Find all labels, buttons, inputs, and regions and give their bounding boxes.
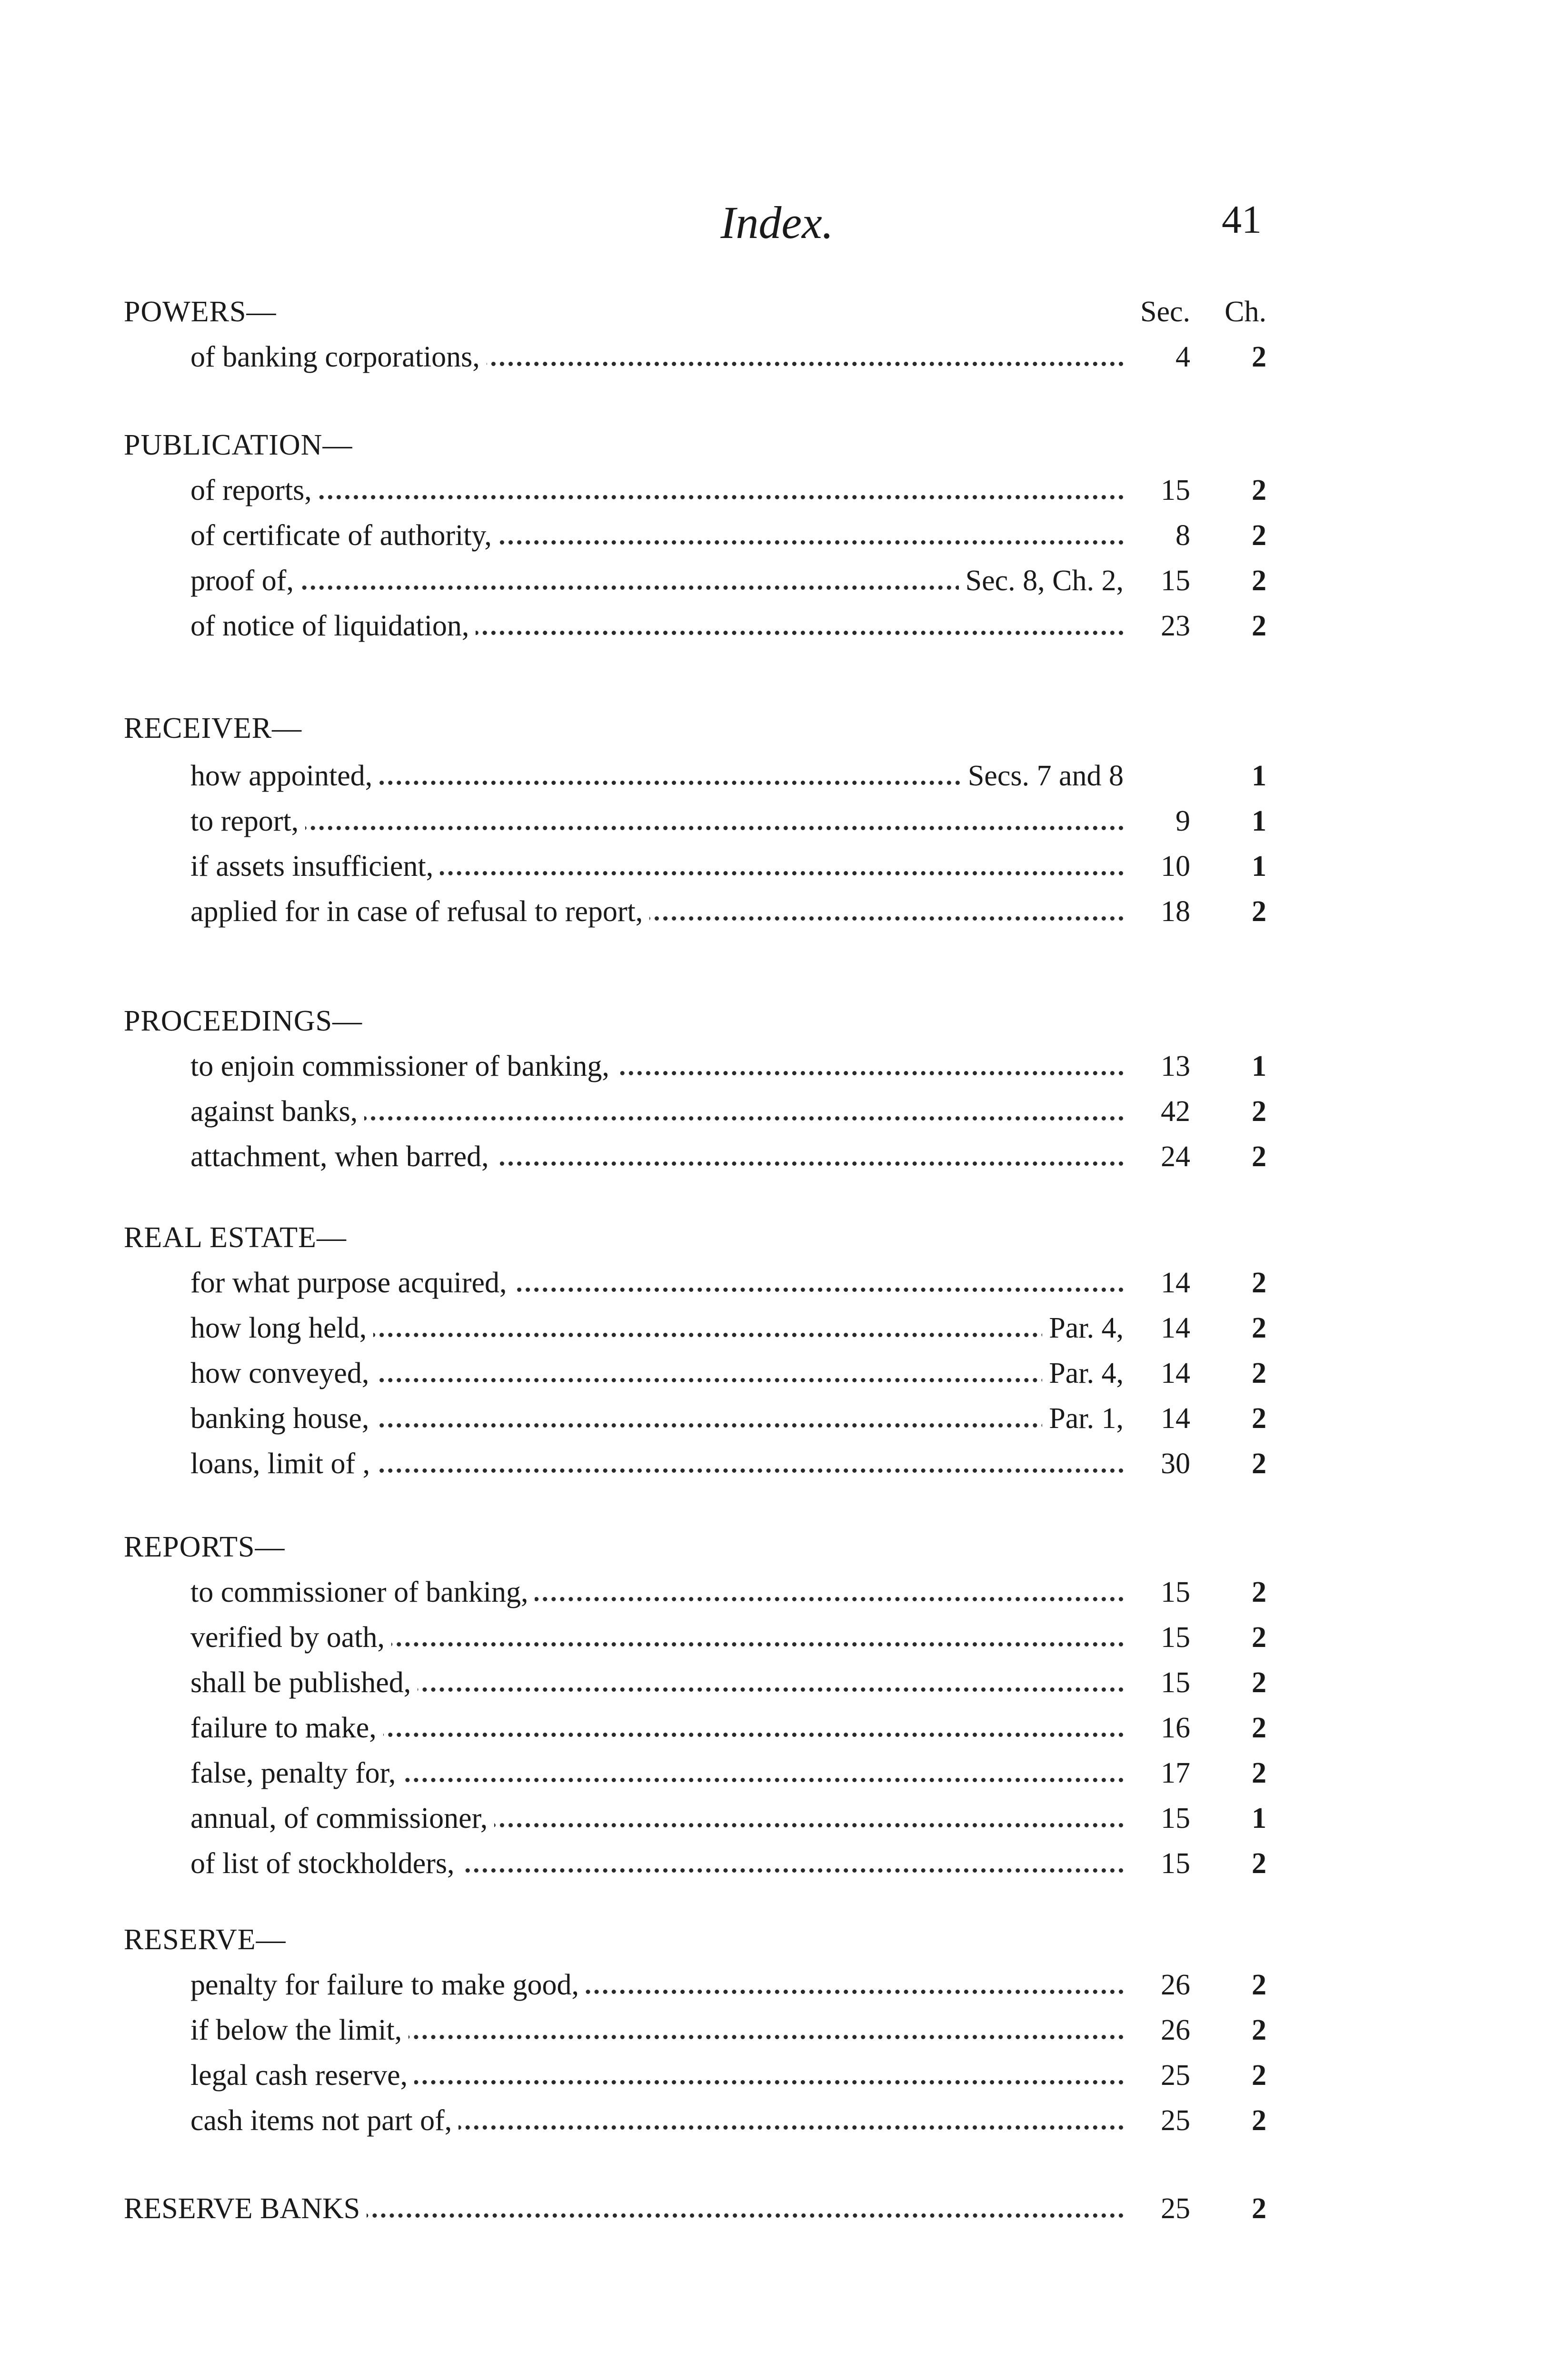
index-entry <box>190 850 1266 883</box>
entry-label: shall be published, <box>190 1666 418 1699</box>
section-number: 15 <box>1161 1847 1190 1880</box>
entry-label: loans, limit of , <box>190 1448 377 1480</box>
section-number: 15 <box>1161 474 1190 506</box>
index-entry <box>190 895 1266 928</box>
entry-text <box>190 1050 1124 1083</box>
section-number: 14 <box>1161 1402 1190 1435</box>
chapter-number: 2 <box>1252 1666 1266 1699</box>
chapter-number: 2 <box>1252 895 1266 928</box>
section-number: 15 <box>1161 1576 1190 1608</box>
section-number: 15 <box>1161 565 1190 597</box>
entry-text <box>190 2104 1124 2137</box>
page-title: Index. <box>720 197 834 248</box>
entry-text <box>190 850 1124 883</box>
entry-text <box>190 519 1124 552</box>
chapter-number: 2 <box>1252 1448 1266 1480</box>
entry-label: how appointed, <box>190 760 379 792</box>
index-entry <box>190 1402 1266 1435</box>
section-number: 25 <box>1161 2192 1190 2225</box>
chapter-number: 2 <box>1252 474 1266 506</box>
chapter-number: 2 <box>1252 1312 1266 1344</box>
section-heading: POWERS— <box>124 296 277 328</box>
entry-text <box>190 2013 1124 2047</box>
chapter-number: 2 <box>1252 1757 1266 1789</box>
chapter-number: 2 <box>1252 1969 1266 2001</box>
section-number: 30 <box>1161 1448 1190 1480</box>
entry-label: annual, of commissioner, <box>190 1802 494 1835</box>
entry-label: RESERVE BANKS <box>124 2192 367 2225</box>
chapter-number: 2 <box>1252 1712 1266 1744</box>
section-number: 23 <box>1161 610 1190 642</box>
section-number: 25 <box>1161 2104 1190 2137</box>
section-heading: REAL ESTATE— <box>124 1221 347 1254</box>
entry-text <box>190 609 1124 643</box>
entry-label: of certificate of authority, <box>190 519 498 552</box>
entry-cross-reference: Secs. 7 and 8 <box>961 759 1124 793</box>
chapter-number: 2 <box>1252 1357 1266 1389</box>
chapter-number: 2 <box>1252 2192 1266 2225</box>
entry-cross-reference: Par. 4, <box>1042 1311 1124 1345</box>
chapter-number: 2 <box>1252 565 1266 597</box>
chapter-number: 2 <box>1252 1267 1266 1299</box>
entry-text <box>190 1447 1124 1480</box>
section-number: 4 <box>1175 341 1190 373</box>
entry-label: penalty for failure to make good, <box>190 1969 586 2001</box>
section-number: 15 <box>1161 1666 1190 1699</box>
page-number: 41 <box>1222 198 1262 242</box>
entry-text <box>190 1968 1124 2002</box>
index-entry <box>190 1847 1266 1880</box>
chapter-number: 2 <box>1252 2059 1266 2092</box>
entry-cross-reference: Par. 1, <box>1042 1402 1124 1435</box>
entry-label: false, penalty for, <box>190 1757 402 1789</box>
index-entry <box>190 1095 1266 1128</box>
chapter-number: 2 <box>1252 519 1266 552</box>
index-entry <box>190 1357 1266 1390</box>
index-entry <box>190 2104 1266 2137</box>
entry-label: to report, <box>190 805 305 837</box>
section-number: 14 <box>1161 1312 1190 1344</box>
entry-label: legal cash reserve, <box>190 2059 414 2092</box>
chapter-number: 1 <box>1252 1050 1266 1082</box>
entry-text <box>190 1756 1124 1790</box>
chapter-number: 2 <box>1252 1402 1266 1435</box>
entry-text <box>190 1802 1124 1835</box>
entry-label: proof of, <box>190 565 300 597</box>
section-heading: REPORTS— <box>124 1531 285 1563</box>
column-headings <box>1114 295 1266 328</box>
chapter-number: 2 <box>1252 1847 1266 1880</box>
section-number: 10 <box>1161 850 1190 883</box>
entry-text <box>190 804 1124 838</box>
entry-label: verified by oath, <box>190 1621 391 1654</box>
entry-label: of reports, <box>190 474 319 506</box>
section-number: 26 <box>1161 1969 1190 2001</box>
chapter-number: 1 <box>1252 760 1266 792</box>
index-entry <box>190 519 1266 552</box>
entry-text <box>190 895 1124 928</box>
entry-text <box>190 1266 1124 1299</box>
entry-label: for what purpose acquired, <box>190 1267 514 1299</box>
index-entry <box>190 474 1266 507</box>
index-entry <box>190 1311 1266 1345</box>
section-number: 9 <box>1175 805 1190 837</box>
chapter-number: 2 <box>1252 1140 1266 1173</box>
chapter-number: 2 <box>1252 341 1266 373</box>
chapter-number: 2 <box>1252 1095 1266 1128</box>
chapter-number: 1 <box>1252 1802 1266 1835</box>
section-number: 18 <box>1161 895 1190 928</box>
index-entry <box>124 2192 1266 2225</box>
index-entry <box>190 1050 1266 1083</box>
section-heading: PUBLICATION— <box>124 429 353 461</box>
index-entry <box>190 1666 1266 1699</box>
index-entry <box>190 759 1266 793</box>
entry-label: of notice of liquidation, <box>190 610 476 642</box>
section-number: 17 <box>1161 1757 1190 1789</box>
entry-text <box>190 1576 1124 1609</box>
index-entry <box>190 564 1266 597</box>
index-entry <box>190 2013 1266 2047</box>
entry-text <box>190 564 1124 597</box>
section-number: 25 <box>1161 2059 1190 2092</box>
index-entry <box>190 1711 1266 1745</box>
chapter-number: 2 <box>1252 2104 1266 2137</box>
section-heading: RESERVE— <box>124 1924 286 1956</box>
entry-cross-reference: Sec. 8, Ch. 2, <box>959 564 1124 597</box>
section-number: 13 <box>1161 1050 1190 1082</box>
entry-label: of list of stockholders, <box>190 1847 461 1880</box>
section-heading: PROCEEDINGS— <box>124 1005 363 1037</box>
entry-label: attachment, when barred, <box>190 1140 496 1173</box>
section-number: 42 <box>1161 1095 1190 1128</box>
chapter-number: 2 <box>1252 610 1266 642</box>
section-number: 14 <box>1161 1357 1190 1389</box>
dot-leader <box>190 826 1124 830</box>
ch-column-heading: Ch. <box>1225 296 1266 328</box>
entry-label: to enjoin commissioner of banking, <box>190 1050 616 1082</box>
entry-label: cash items not part of, <box>190 2104 458 2137</box>
index-entry <box>190 1756 1266 1790</box>
index-entry <box>190 2059 1266 2092</box>
entry-text <box>190 1311 1124 1345</box>
sec-column-heading: Sec. <box>1140 296 1190 328</box>
chapter-number: 1 <box>1252 805 1266 837</box>
index-entry <box>190 1621 1266 1654</box>
dot-leader <box>190 495 1124 499</box>
entry-label: of banking corporations, <box>190 341 487 373</box>
chapter-number: 2 <box>1252 2014 1266 2046</box>
entry-label: against banks, <box>190 1095 364 1128</box>
entry-text <box>124 2192 1124 2225</box>
chapter-number: 1 <box>1252 850 1266 883</box>
entry-text <box>190 1847 1124 1880</box>
index-entry <box>190 609 1266 643</box>
entry-text <box>190 1357 1124 1390</box>
index-entry <box>190 1576 1266 1609</box>
section-heading: RECEIVER— <box>124 712 302 744</box>
entry-text <box>190 1621 1124 1654</box>
entry-text <box>190 340 1124 374</box>
entry-text <box>190 2059 1124 2092</box>
entry-label: if below the limit, <box>190 2014 408 2046</box>
index-entry <box>190 804 1266 838</box>
entry-label: how long held, <box>190 1312 373 1344</box>
section-number: 16 <box>1161 1712 1190 1744</box>
section-number: 14 <box>1161 1267 1190 1299</box>
section-number: 15 <box>1161 1621 1190 1654</box>
entry-label: applied for in case of refusal to report, <box>190 895 649 928</box>
index-entry <box>190 1802 1266 1835</box>
entry-label: how conveyed, <box>190 1357 376 1389</box>
section-number: 15 <box>1161 1802 1190 1835</box>
section-number: 24 <box>1161 1140 1190 1173</box>
entry-text <box>190 474 1124 507</box>
section-number: 8 <box>1175 519 1190 552</box>
entry-text <box>190 759 1124 793</box>
entry-text <box>190 1402 1124 1435</box>
entry-label: failure to make, <box>190 1712 383 1744</box>
chapter-number: 2 <box>1252 1621 1266 1654</box>
index-entry <box>190 1140 1266 1173</box>
chapter-number: 2 <box>1252 1576 1266 1608</box>
entry-label: banking house, <box>190 1402 376 1435</box>
section-number: 26 <box>1161 2014 1190 2046</box>
entry-label: to commissioner of banking, <box>190 1576 535 1608</box>
entry-text <box>190 1140 1124 1173</box>
index-entry <box>190 340 1266 374</box>
entry-text <box>190 1711 1124 1745</box>
entry-label: if assets insufficient, <box>190 850 440 883</box>
index-entry <box>190 1447 1266 1480</box>
entry-text <box>190 1666 1124 1699</box>
index-entry <box>190 1968 1266 2002</box>
entry-cross-reference: Par. 4, <box>1042 1357 1124 1390</box>
index-entry <box>190 1266 1266 1299</box>
entry-text <box>190 1095 1124 1128</box>
